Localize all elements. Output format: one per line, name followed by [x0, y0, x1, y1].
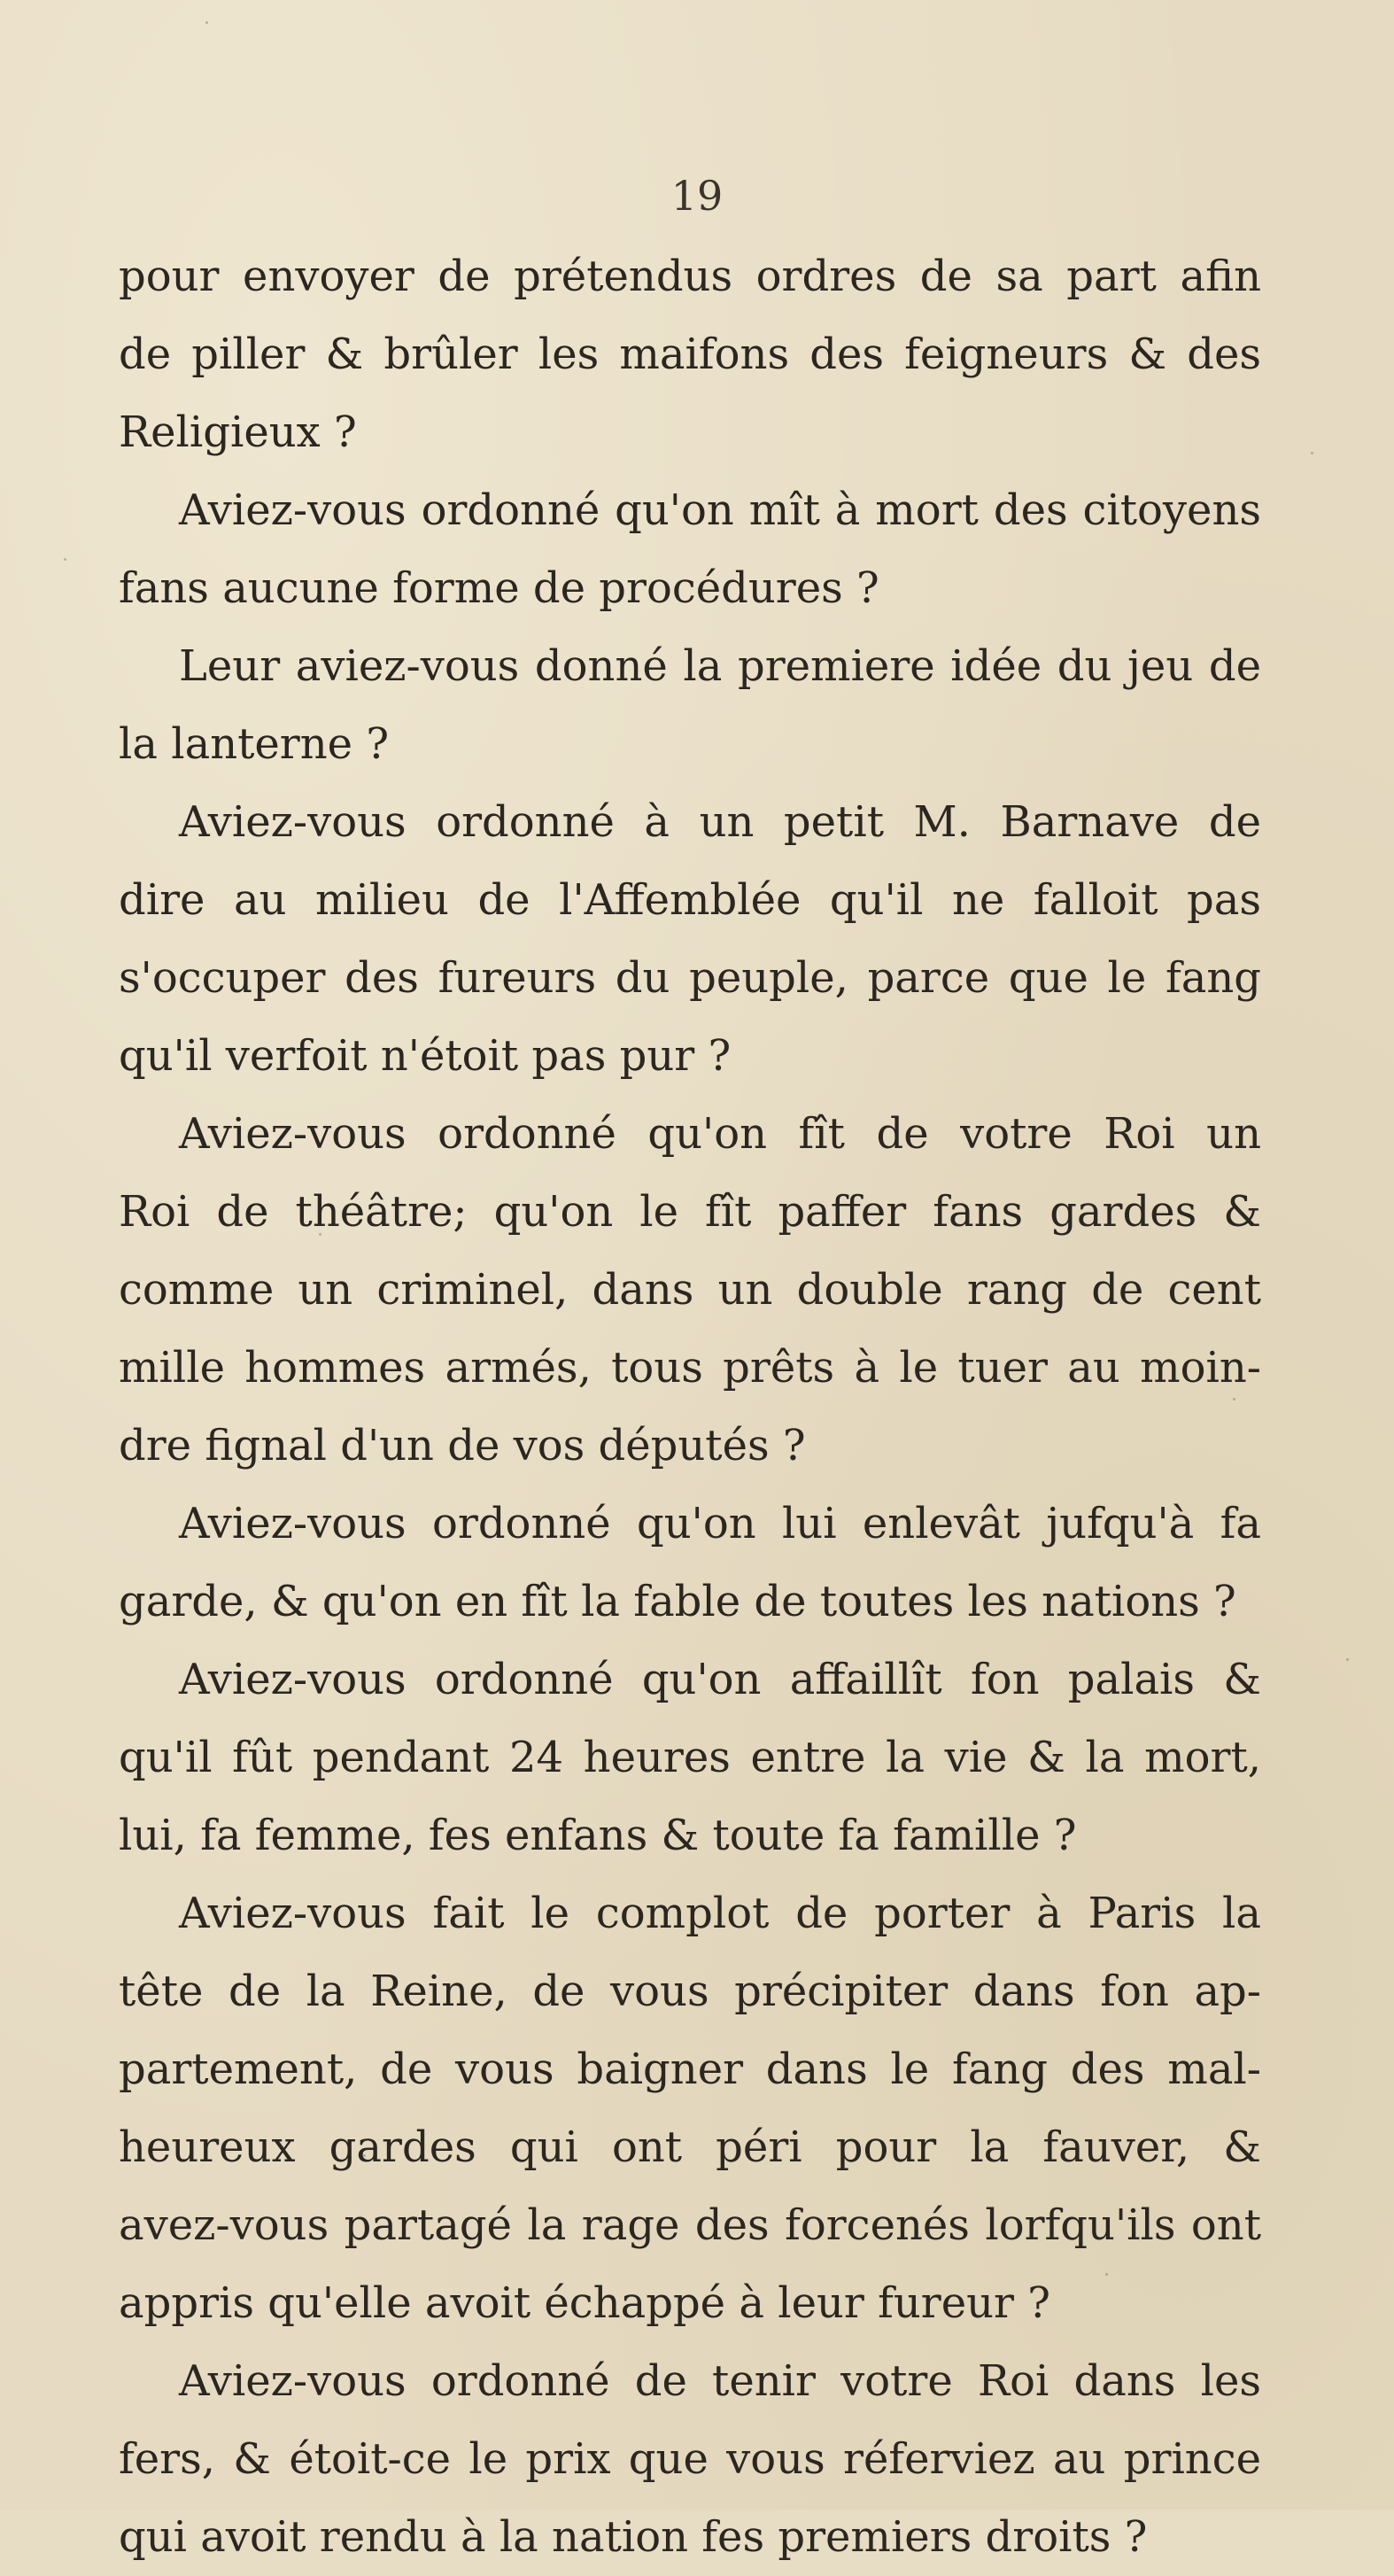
text-line: avez-vous partagé la rage des forcenés lorfqu'ils ont	[119, 2200, 1261, 2250]
text-line: Aviez-vous ordonné qu'on mît à mort des citoyens	[179, 485, 1261, 535]
text-line: la lanterne ?	[119, 719, 390, 769]
text-line: s'occuper des fureurs du peuple, parce que le fang	[119, 953, 1261, 1003]
text-line: Leur aviez-vous donné la premiere idée du jeu de	[179, 641, 1261, 691]
text-line: garde, & qu'on en fît la fable de toutes les nations ?	[119, 1577, 1236, 1626]
text-line: dire au milieu de l'Affemblée qu'il ne falloit pas	[119, 875, 1261, 925]
text-line: fers, & étoit-ce le prix que vous réferviez au prince	[119, 2434, 1261, 2484]
text-line: tête de la Reine, de vous précipiter dans fon ap-	[119, 1967, 1261, 2016]
text-line: de piller & brûler les maifons des feigneurs & des	[119, 330, 1261, 379]
text-line: qui avoit rendu à la nation fes premiers droits ?	[119, 2512, 1148, 2562]
paper-speck	[64, 558, 66, 561]
text-line: Aviez-vous fait le complot de porter à Paris la	[179, 1889, 1261, 1938]
text-line: mille hommes armés, tous prêts à le tuer au moin-	[119, 1343, 1261, 1393]
paper-speck	[319, 1233, 321, 1236]
text-line: Roi de théâtre; qu'on le fît paffer fans gardes &	[119, 1187, 1261, 1237]
page-number: 19	[670, 172, 724, 220]
text-line: comme un criminel, dans un double rang de cent	[119, 1265, 1261, 1315]
text-line: fans aucune forme de procédures ?	[119, 563, 879, 613]
text-line: Religieux ?	[119, 407, 357, 457]
text-line: Aviez-vous ordonné qu'on fît de votre Roi un	[179, 1109, 1261, 1159]
paper-speck	[1346, 1658, 1349, 1661]
text-line: dre fignal d'un de vos députés ?	[119, 1421, 806, 1470]
text-line: Aviez-vous ordonné à un petit M. Barnave de	[179, 797, 1261, 847]
paper-speck	[205, 21, 208, 24]
text-line: lui, fa femme, fes enfans & toute fa famille ?	[119, 1811, 1077, 1860]
paper-speck	[1105, 2273, 1108, 2276]
text-line: Aviez-vous ordonné qu'on affaillît fon palais &	[179, 1655, 1261, 1704]
text-line: qu'il fût pendant 24 heures entre la vie & la mort,	[119, 1733, 1261, 1782]
text-line: Aviez-vous ordonné qu'on lui enlevât jufqu'à fa	[179, 1499, 1261, 1548]
paper-speck	[363, 2154, 366, 2157]
paper-speck	[1233, 1398, 1235, 1401]
text-line: pour envoyer de prétendus ordres de sa part afin	[119, 252, 1261, 301]
body-text	[119, 237, 1261, 2576]
text-line: partement, de vous baigner dans le fang des mal-	[119, 2045, 1261, 2094]
paper-speck	[1311, 452, 1313, 454]
text-line: Aviez-vous ordonné de tenir votre Roi dans les	[179, 2356, 1261, 2406]
text-line: qu'il verfoit n'étoit pas pur ?	[119, 1031, 732, 1081]
text-line: appris qu'elle avoit échappé à leur fureur ?	[119, 2278, 1050, 2328]
text-line: heureux gardes qui ont péri pour la fauver, &	[119, 2122, 1261, 2172]
